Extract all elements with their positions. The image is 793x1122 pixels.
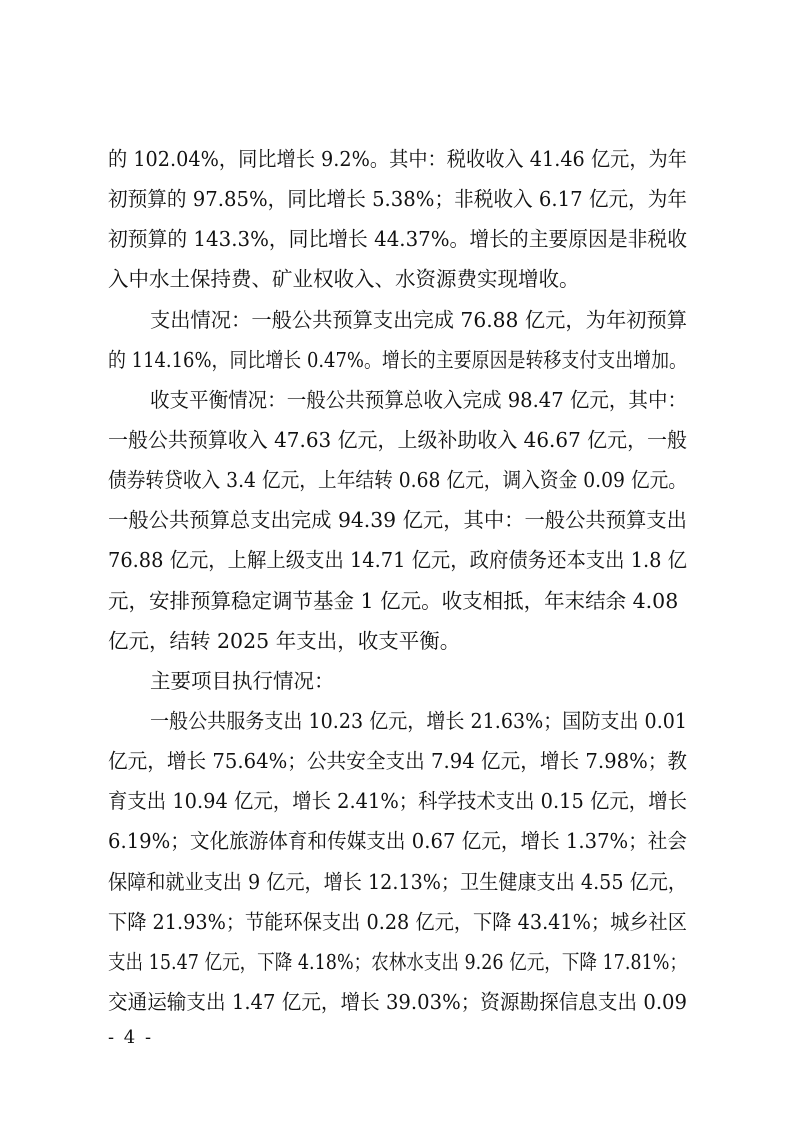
line-text: 保障和就业支出 9 亿元，增长 12.13%；卫生健康支出 4.55 亿元，: [108, 869, 687, 894]
text-line: [0, 458, 793, 502]
line-text: 亿元，增长 75.64%；公共安全支出 7.94 亿元，增长 7.98%；教: [108, 749, 687, 774]
line-text: 76.88 亿元，上解上级支出 14.71 亿元，政府债务还本支出 1.8 亿: [108, 548, 687, 573]
text-line: [0, 860, 793, 904]
text-line: [0, 378, 793, 422]
line-text: 入中水土保持费、矿业权收入、水资源费实现增收。: [108, 267, 580, 292]
line-text: 一般公共服务支出 10.23 亿元，增长 21.63%；国防支出 0.01: [150, 709, 687, 733]
line-text: 下降 21.93%；节能环保支出 0.28 亿元，下降 43.41%；城乡社区: [108, 909, 687, 934]
line-text: 初预算的 143.3%，同比增长 44.37%。增长的主要原因是非税收: [108, 227, 687, 252]
text-line: [0, 699, 793, 743]
line-text: 亿元，结转 2025 年支出，收支平衡。: [108, 628, 461, 653]
text-line: [0, 538, 793, 582]
line-text: 育支出 10.94 亿元，增长 2.41%；科学技术支出 0.15 亿元，增长: [108, 789, 687, 814]
text-line: [0, 217, 793, 261]
text-line: [0, 298, 793, 342]
line-text: 收支平衡情况：一般公共预算总收入完成 98.47 亿元，其中：: [150, 387, 687, 412]
line-text: 主要项目执行情况：: [150, 668, 335, 693]
line-text: 初预算的 97.85%，同比增长 5.38%；非税收入 6.17 亿元，为年: [108, 187, 687, 212]
line-text: 支出 15.47 亿元，下降 4.18%；农林水支出 9.26 亿元，下降 17.81%；: [108, 949, 687, 974]
text-line: [0, 980, 793, 1024]
line-text: 一般公共预算收入 47.63 亿元，上级补助收入 46.67 亿元，一般: [108, 428, 687, 452]
line-text: 支出情况：一般公共预算支出完成 76.88 亿元，为年初预算: [150, 307, 687, 332]
text-line: [0, 257, 793, 301]
text-line: [0, 177, 793, 221]
text-line: [0, 418, 793, 462]
line-text: 一般公共预算总支出完成 94.39 亿元，其中：一般公共预算支出: [108, 508, 687, 533]
text-line: [0, 940, 793, 984]
line-text: 6.19%；文化旅游体育和传媒支出 0.67 亿元，增长 1.37%；社会: [108, 829, 687, 854]
text-line: [0, 498, 793, 542]
text-line: [0, 579, 793, 623]
text-line: [0, 819, 793, 863]
line-text: 的 114.16%，同比增长 0.47%。增长的主要原因是转移支付支出增加。: [108, 347, 687, 372]
line-text: 债券转贷收入 3.4 亿元，上年结转 0.68 亿元，调入资金 0.09 亿元。: [108, 468, 687, 493]
text-line: [0, 137, 793, 181]
text-line: [0, 739, 793, 783]
line-text: 的 102.04%，同比增长 9.2%。其中：税收收入 41.46 亿元，为年: [108, 147, 687, 171]
text-line: [0, 900, 793, 944]
text-line: [0, 338, 793, 382]
text-line: [0, 779, 793, 823]
line-text: 元，安排预算稳定调节基金 1 亿元。收支相抵，年末结余 4.08: [108, 588, 679, 613]
page-number: - 4 -: [108, 1027, 154, 1048]
text-line: [0, 619, 793, 663]
line-text: 交通运输支出 1.47 亿元，增长 39.03%；资源勘探信息支出 0.09: [108, 990, 687, 1014]
text-line: [0, 659, 793, 703]
